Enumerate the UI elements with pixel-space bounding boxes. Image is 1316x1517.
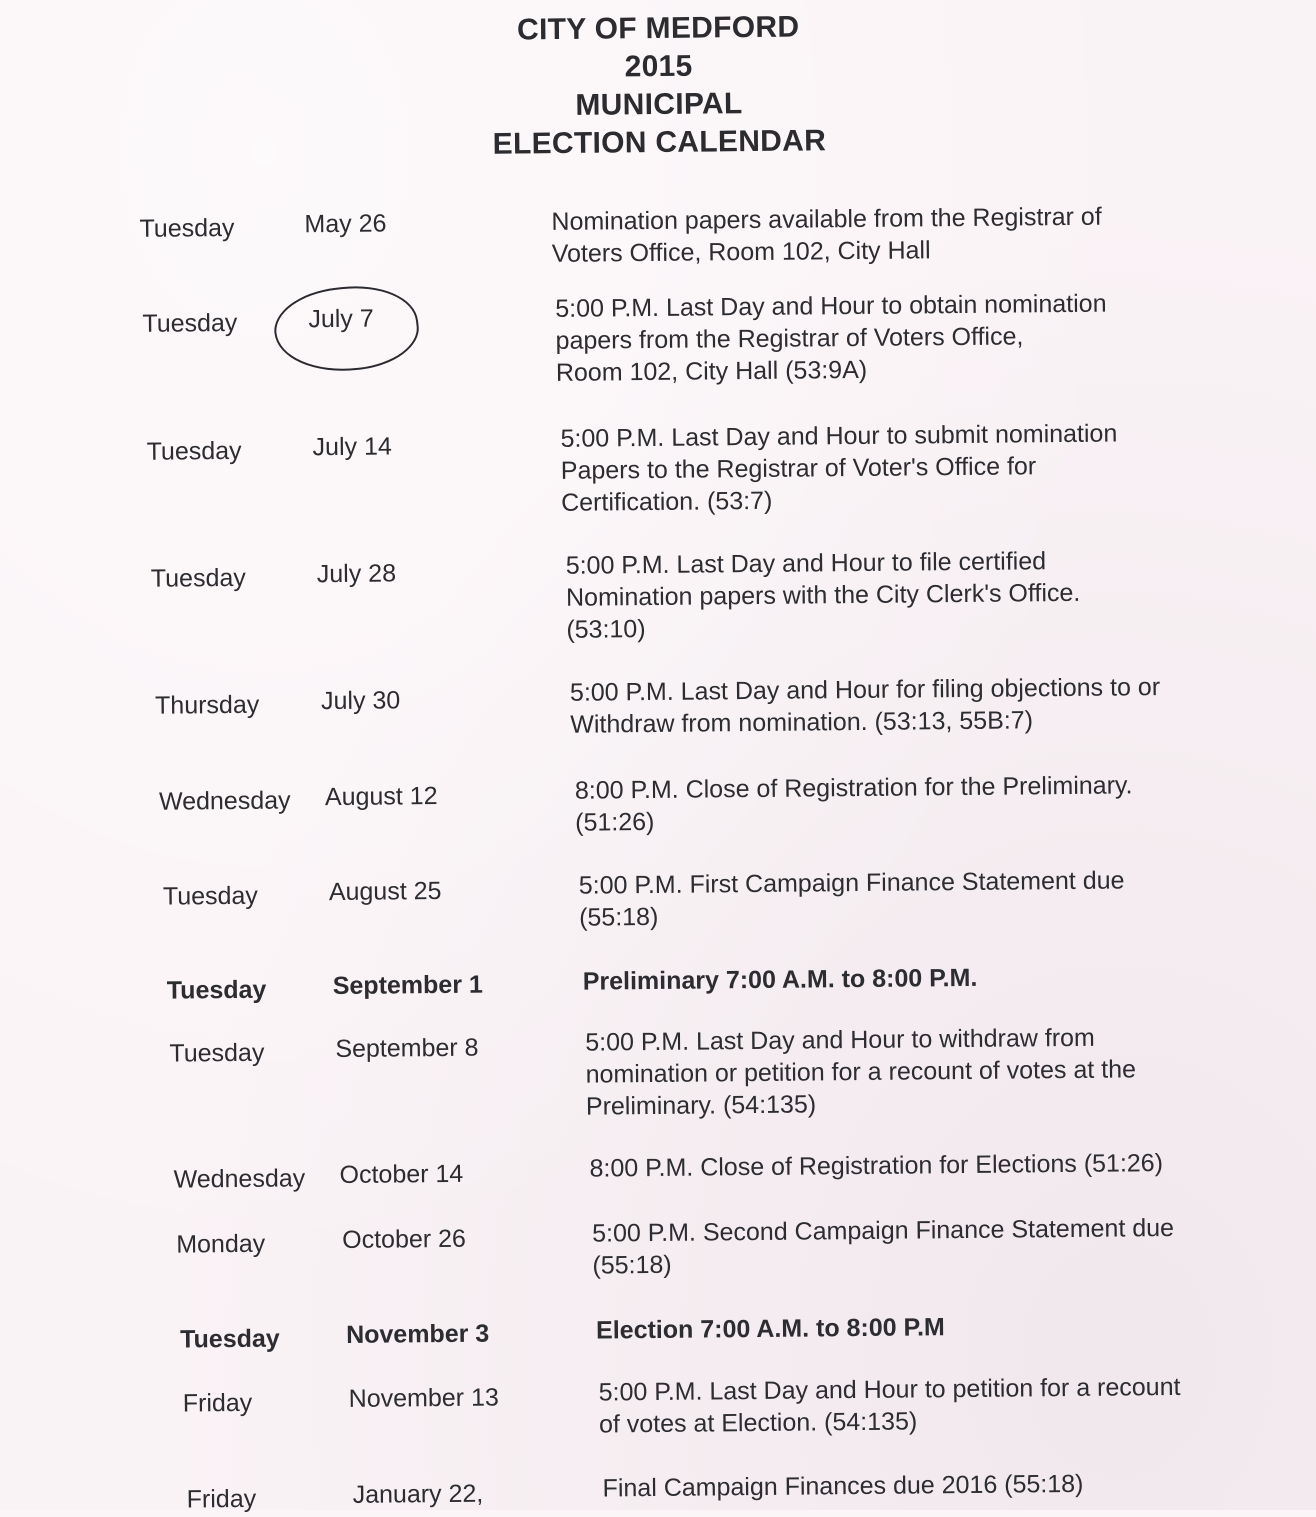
entry-description: Nomination papers available from the Registrar of Voters Office, Room 102, City Hall [551,202,1102,268]
entry-date: October 14 [339,1159,464,1189]
entry-description: 5:00 P.M. Last Day and Hour to withdraw from nomination or petition for a recount of votes at the Preliminary. (54:135) [585,1023,1137,1121]
entry-date: July 28 [316,559,397,589]
entry-date: November 3 [345,1319,490,1349]
entry-day: Monday [176,1229,266,1259]
entry-description: 5:00 P.M. Last Day and Hour to petition for a recount of votes at Election. (54:135) [598,1372,1181,1439]
entry-date: July 7 [308,304,374,334]
entry-day: Tuesday [142,308,238,338]
entry-description: Preliminary 7:00 A.M. to 8:00 P.M. [582,963,978,996]
entry-description: 5:00 P.M. Second Campaign Finance Statement due (55:18) [592,1213,1175,1280]
entry-day: Thursday [154,690,260,720]
entry-day: Tuesday [169,1038,265,1068]
entry-day: Tuesday [162,881,259,911]
entry-date: October 26 [342,1224,467,1254]
entry-date: September 1 [332,970,483,1001]
entry-day: Friday [182,1388,253,1418]
entry-day: Tuesday [180,1324,280,1354]
entry-description: 5:00 P.M. Last Day and Hour to file certified Nomination papers with the City Clerk's Office. (53:10) [565,547,1081,644]
entry-day: Tuesday [146,436,242,466]
entry-description: 5:00 P.M. Last Day and Hour to obtain nomination papers from the Registrar of Voters Office, Room 102, City Hall (53:9A) [555,289,1107,387]
entry-description: 5:00 P.M. First Campaign Finance Statement due (55:18) [578,866,1125,932]
entry-date: November 13 [348,1383,499,1413]
entry-description: 8:00 P.M. Close of Registration for Elections (51:26) [589,1149,1164,1183]
entry-day: Tuesday [139,213,235,243]
entry-date: August 25 [328,877,442,907]
title-line-calendar: ELECTION CALENDAR [492,124,827,161]
entry-date: January 22, [352,1479,484,1509]
entry-day: Tuesday [150,563,246,593]
entry-date: September 8 [335,1033,479,1064]
entry-date: August 12 [324,782,438,812]
entry-description: Final Campaign Finances due 2016 (55:18) [602,1469,1084,1503]
title-line-year: 2015 [624,49,693,84]
entry-date: May 26 [304,209,387,239]
entry-description: 5:00 P.M. Last Day and Hour to submit nomination Papers to the Registrar of Voter's Office for Certification. (53:7) [560,419,1118,517]
entry-date: July 30 [320,686,401,716]
entry-day: Tuesday [166,975,267,1005]
entry-description: 8:00 P.M. Close of Registration for the Preliminary. (51:26) [574,771,1133,837]
title-line-municipal: MUNICIPAL [575,87,743,122]
entry-day: Wednesday [158,786,291,816]
entry-date: July 14 [312,432,392,462]
entry-description: 5:00 P.M. Last Day and Hour for filing objections to or Withdraw from nomination. (53:13, 55B:7) [569,673,1161,739]
entry-description: Election 7:00 A.M. to 8:00 P.M [595,1313,945,1345]
title-line-city: CITY OF MEDFORD [516,10,800,47]
entry-day: Wednesday [173,1164,306,1194]
hand-drawn-circle [270,279,423,379]
entry-day: Friday [186,1484,257,1514]
